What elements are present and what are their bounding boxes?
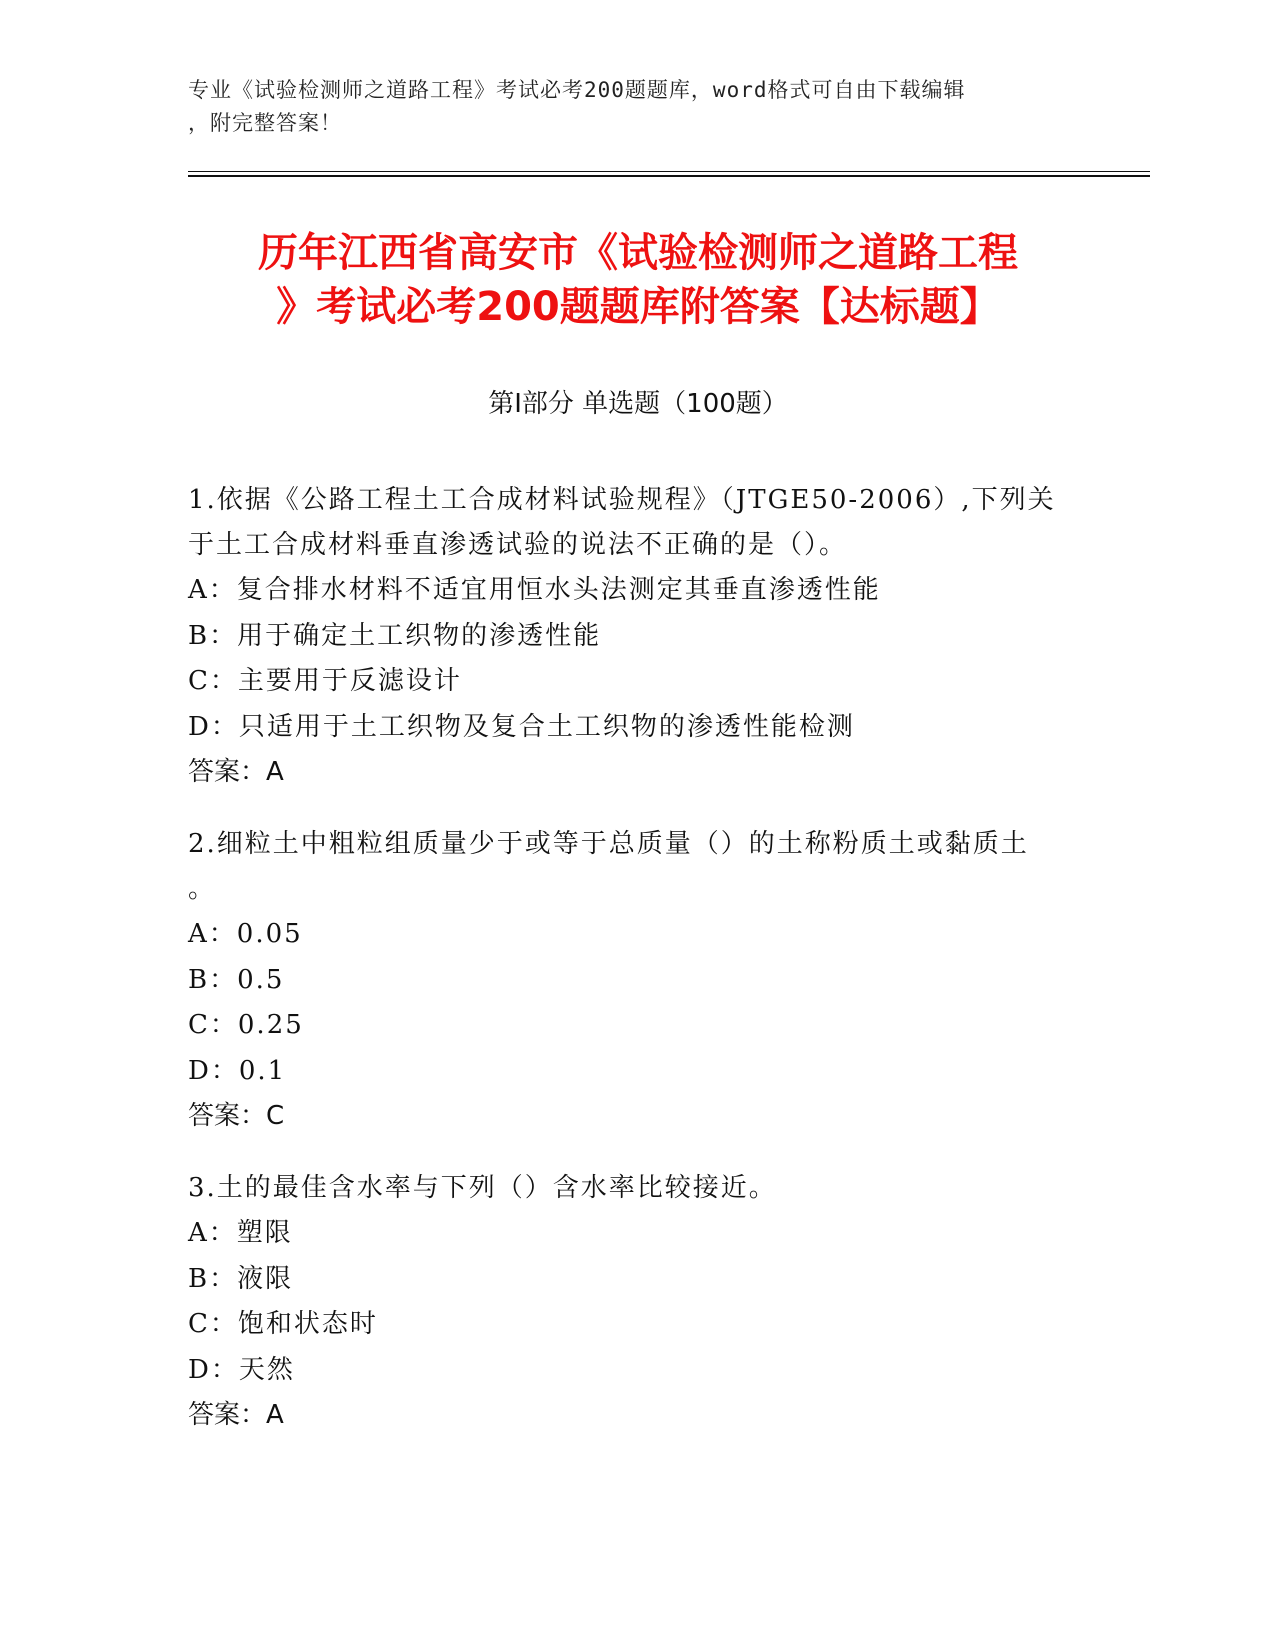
question-stem-line: 3.土的最佳含水率与下列（）含水率比较接近。 bbox=[188, 1173, 777, 1203]
option-a: A：0.05 bbox=[188, 919, 303, 949]
option-d: D：0.1 bbox=[188, 1055, 287, 1086]
question-stem-line: 。 bbox=[188, 874, 217, 904]
question-stem bbox=[188, 1166, 1088, 1211]
question-stem-line: 2.细粒土中粗粒组质量少于或等于总质量（）的土称粉质土或黏质土 bbox=[188, 829, 1029, 859]
question-stem-line: 1.依据《公路工程土工合成材料试验规程》（JTGE50-2006）,下列关 bbox=[188, 485, 1056, 515]
question-3 bbox=[188, 1166, 1088, 1438]
document-title-line-1: 历年江西省高安市《试验检测师之道路工程 bbox=[258, 230, 1018, 276]
question-stem-line: 于土工合成材料垂直渗透试验的说法不正确的是（）。 bbox=[188, 530, 848, 560]
question-stem bbox=[188, 822, 1088, 912]
header-note-line-2: ，附完整答案！ bbox=[188, 111, 342, 135]
option-b: B：0.5 bbox=[188, 964, 285, 995]
answer: 答案：C bbox=[188, 1101, 285, 1131]
option-b: B：用于确定土工织物的渗透性能 bbox=[188, 620, 602, 651]
option-a: A：复合排水材料不适宜用恒水头法测定其垂直渗透性能 bbox=[188, 575, 881, 605]
option-d: D：只适用于土工织物及复合土工织物的渗透性能检测 bbox=[188, 711, 855, 742]
question-stem bbox=[188, 478, 1088, 568]
header-rule-thick bbox=[188, 175, 1150, 177]
question-2 bbox=[188, 822, 1088, 1139]
document-title-line-2: 》考试必考200题题库附答案【达标题】 bbox=[276, 284, 1000, 330]
option-c: C：0.25 bbox=[188, 1010, 304, 1040]
option-b: B：液限 bbox=[188, 1263, 294, 1294]
header-rule-thin bbox=[188, 171, 1150, 172]
header-note-line-1: 专业《试验检测师之道路工程》考试必考200题题库，word格式可自由下载编辑 bbox=[188, 78, 966, 102]
option-c: C：主要用于反滤设计 bbox=[188, 666, 462, 696]
option-d: D：天然 bbox=[188, 1354, 295, 1385]
header-note bbox=[188, 74, 1068, 140]
question-1 bbox=[188, 478, 1088, 795]
answer: 答案：A bbox=[188, 757, 284, 787]
answer: 答案：A bbox=[188, 1400, 284, 1430]
question-list bbox=[188, 478, 1088, 1465]
option-a: A：塑限 bbox=[188, 1218, 293, 1248]
document-title bbox=[188, 226, 1088, 334]
option-c: C：饱和状态时 bbox=[188, 1309, 378, 1339]
section-heading: 第Ⅰ部分 单选题（100题） bbox=[488, 389, 788, 419]
